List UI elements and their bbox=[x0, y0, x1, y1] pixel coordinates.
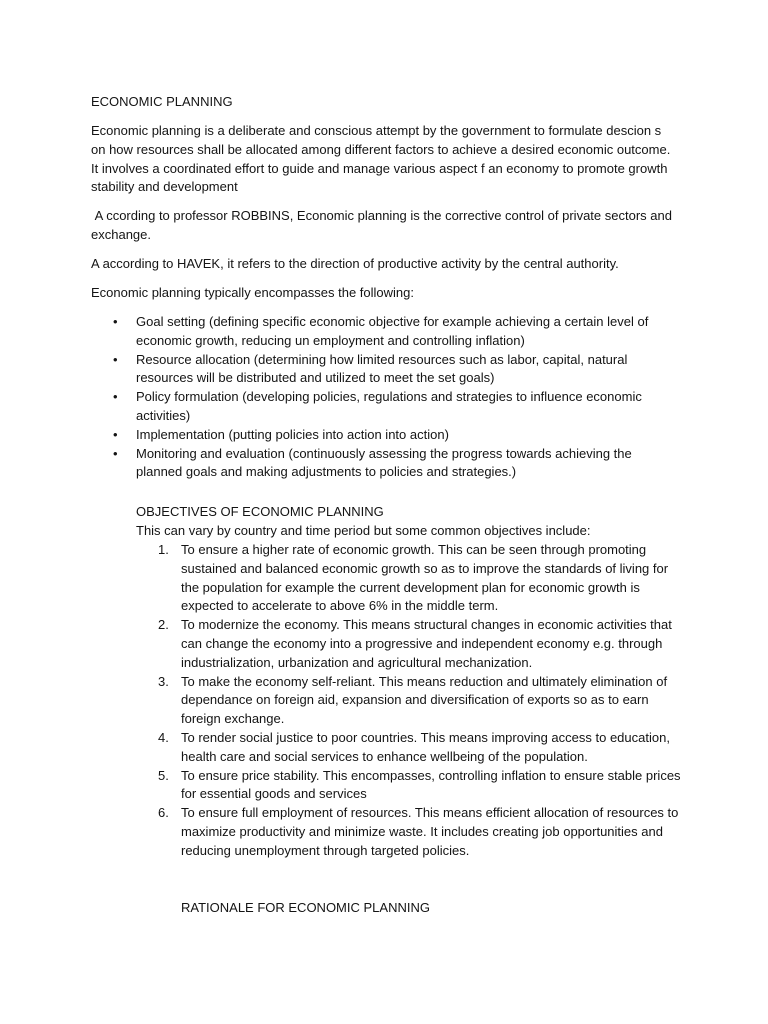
objective-item bbox=[136, 616, 681, 672]
objective-text: To render social justice to poor countries. This means improving access to education, health care and social services to enhance wellbeing of the population. bbox=[181, 729, 670, 764]
bullet-text: Policy formulation (developing policies, regulations and strategies to influence economic activities) bbox=[136, 389, 642, 423]
bullet-item bbox=[91, 351, 676, 389]
objective-text: To ensure a higher rate of economic growth. This can be seen through promoting sustained and balanced economic growth so as to improve the standards of living for the population for example the current development plan for economic growth is expected to accelerate to above 6% in the middle term. bbox=[181, 542, 669, 614]
objective-number: 1. bbox=[158, 542, 169, 557]
bullet-marker: • bbox=[113, 426, 118, 442]
objective-text: To make the economy self-reliant. This means reduction and ultimately elimination of dependance on foreign aid, expansion and diversification of exports so as to earn foreign exchange. bbox=[181, 673, 668, 727]
objectives-heading: OBJECTIVES OF ECONOMIC PLANNING bbox=[136, 504, 384, 519]
havek-definition-paragraph: A according to HAVEK, it refers to the direction of productive activity by the central authority. bbox=[91, 256, 619, 271]
objectives-numbered-list bbox=[136, 541, 681, 861]
objective-text: To ensure full employment of resources. This means efficient allocation of resources to maximize productivity and minimize waste. It includes creating job opportunities and reducing unemployment through targeted policies. bbox=[181, 805, 679, 858]
bullet-item bbox=[91, 388, 676, 426]
objective-item bbox=[136, 729, 681, 767]
objective-number: 4. bbox=[158, 729, 169, 745]
components-bullet-list bbox=[91, 313, 676, 482]
bullet-item bbox=[91, 426, 676, 445]
objective-item bbox=[136, 804, 681, 860]
bullet-marker: • bbox=[113, 445, 118, 461]
bullet-text: Implementation (putting policies into action into action) bbox=[136, 426, 449, 442]
bullet-text: Resource allocation (determining how limited resources such as labor, capital, natural resources will be distributed and utilized to meet the set goals) bbox=[136, 351, 628, 386]
bullet-marker: • bbox=[113, 314, 118, 329]
encompasses-intro-paragraph: Economic planning typically encompasses the following: bbox=[91, 285, 415, 300]
definition-paragraph: Economic planning is a deliberate and conscious attempt by the government to formulate descion s on how resources shall be allocated among different factors to achieve a desired economic outcome. It involves a coordinated effort to guide and manage various aspect f an economy to promote growth stability and development bbox=[91, 123, 671, 195]
objective-text: To ensure price stability. This encompasses, controlling inflation to ensure stable prices for essential goods and services bbox=[181, 767, 681, 802]
objective-number: 6. bbox=[158, 805, 169, 821]
objective-number: 3. bbox=[158, 673, 169, 689]
bullet-marker: • bbox=[113, 389, 118, 405]
bullet-marker: • bbox=[113, 351, 118, 367]
objective-item bbox=[136, 541, 681, 616]
objective-number: 5. bbox=[158, 767, 169, 783]
document-title: ECONOMIC PLANNING bbox=[91, 94, 233, 109]
objective-text: To modernize the economy. This means structural changes in economic activities that can change the economy into a progressive and independent economy e.g. through industrialization, urbanization and agricultural mechanization. bbox=[181, 617, 672, 670]
bullet-item bbox=[91, 445, 676, 483]
objective-item bbox=[136, 767, 681, 805]
bullet-text: Monitoring and evaluation (continuously assessing the progress towards achieving the planned goals and making adjustments to policies and strategies.) bbox=[136, 445, 632, 480]
bullet-item bbox=[91, 313, 676, 351]
bullet-text: Goal setting (defining specific economic objective for example achieving a certain level of economic growth, reducing un employment and controlling inflation) bbox=[136, 314, 649, 348]
robbins-definition-paragraph: A ccording to professor ROBBINS, Economic planning is the corrective control of private sectors and exchange. bbox=[91, 208, 676, 242]
rationale-heading: RATIONALE FOR ECONOMIC PLANNING bbox=[181, 900, 430, 915]
objective-number: 2. bbox=[158, 617, 169, 633]
objective-item bbox=[136, 673, 681, 729]
objectives-intro: This can vary by country and time period but some common objectives include: bbox=[136, 523, 591, 538]
